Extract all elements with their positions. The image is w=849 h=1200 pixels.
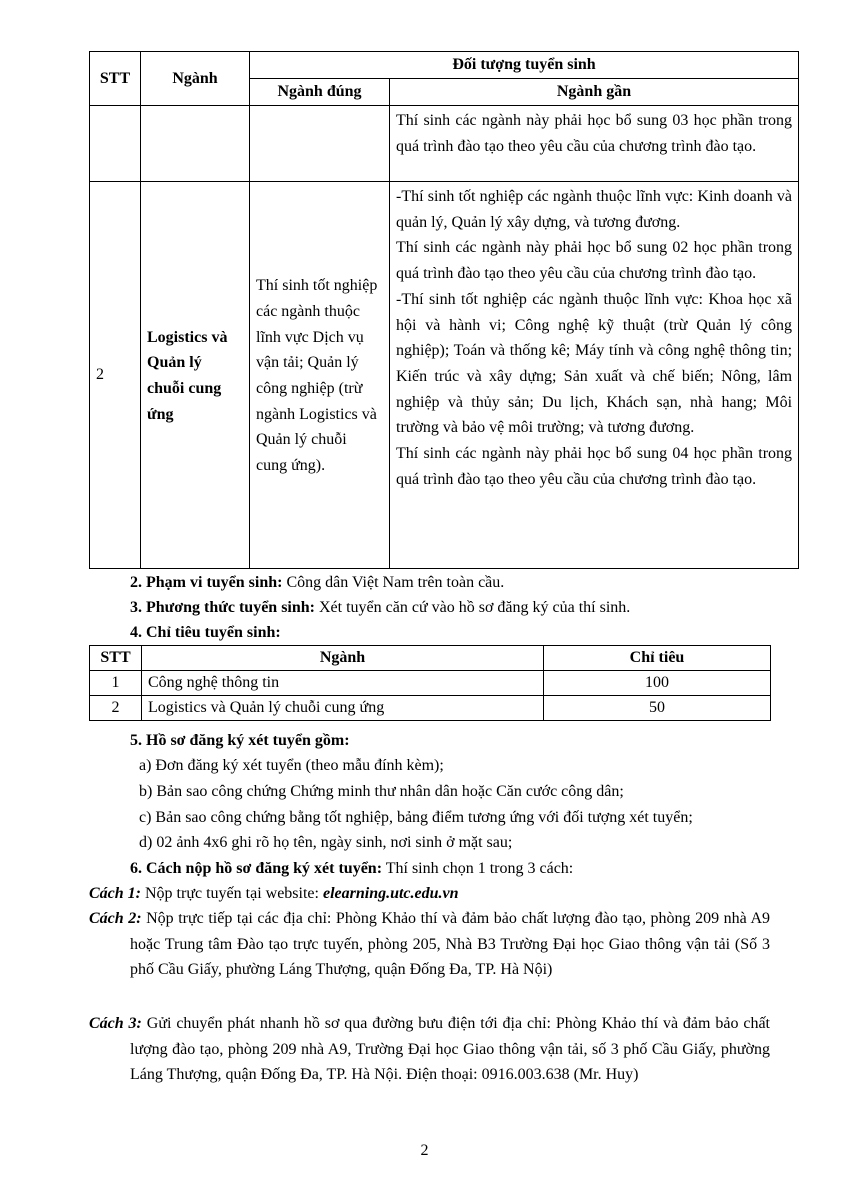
table-row xyxy=(90,696,771,721)
cell-stt: 1 xyxy=(90,671,142,696)
method-2: Cách 2: Nộp trực tiếp tại các địa chỉ: Phòng Khảo thí và đảm bảo chất lượng đào tạo, phòng 209 nhà A9 hoặc Trung tâm Đào tạo trực tuyến, phòng 205, Nhà B3 Trường Đại học Giao thông vận tải (Số 3 phố Cầu Giấy, phường Láng Thượng, quận Đống Đa, TP. Hà Nội) xyxy=(89,910,770,979)
list-item: c) Bản sao công chứng bằng tốt nghiệp, bảng điểm tương ứng với đối tượng xét tuyển; xyxy=(139,809,693,826)
header-nganh-gan: Ngành gần xyxy=(390,79,799,106)
header-doi-tuong: Đối tượng tuyển sinh xyxy=(250,52,799,79)
quota-table xyxy=(89,645,771,721)
method-1: Cách 1: Nộp trực tuyến tại website: elearning.utc.edu.vn xyxy=(89,885,459,902)
list-item: b) Bản sao công chứng Chứng minh thư nhân dân hoặc Căn cước công dân; xyxy=(139,783,624,800)
page-number: 2 xyxy=(420,1142,429,1159)
cell-nganh-dung: Thí sinh tốt nghiệp các ngành thuộc lĩnh vực Dịch vụ vận tải; Quản lý công nghiệp (trừ ngành Logistics và Quản lý chuỗi cung ứng). xyxy=(250,182,390,569)
cell-chi-tieu: 50 xyxy=(544,696,771,721)
section-4: 4. Chỉ tiêu tuyển sinh: xyxy=(130,624,281,641)
table-row xyxy=(90,671,771,696)
header-chi-tieu: Chỉ tiêu xyxy=(544,646,771,671)
header-stt: STT xyxy=(90,52,141,106)
list-item: d) 02 ảnh 4x6 ghi rõ họ tên, ngày sinh, nơi sinh ở mặt sau; xyxy=(139,834,513,851)
eligibility-table xyxy=(89,51,799,569)
header-nganh: Ngành xyxy=(142,646,544,671)
method-3: Cách 3: Gửi chuyển phát nhanh hồ sơ qua đường bưu điện tới địa chỉ: Phòng Khảo thí và đảm bảo chất lượng đào tạo, phòng 209 nhà A9, Trường Đại học Giao thông vận tải, số 3 phố Cầu Giấy, phường Láng Thượng, quận Đống Đa, TP. Hà Nội. Điện thoại: 0916.003.638 (Mr. Huy) xyxy=(89,1015,770,1084)
header-stt: STT xyxy=(90,646,142,671)
section-6: 6. Cách nộp hồ sơ đăng ký xét tuyển: Thí sinh chọn 1 trong 3 cách: xyxy=(130,860,574,877)
cell-stt: 2 xyxy=(90,696,142,721)
paragraph: Thí sinh các ngành này phải học bổ sung 04 học phần trong quá trình đào tạo theo yêu cầu của chương trình đào tạo. xyxy=(396,445,793,488)
cell-stt: 2 xyxy=(90,182,141,569)
cell-nganh: Logistics và Quản lý chuỗi cung ứng xyxy=(141,182,250,569)
paragraph: -Thí sinh tốt nghiệp các ngành thuộc lĩnh vực: Kinh doanh và quản lý, Quản lý xây dựng, và tương đương. xyxy=(396,188,793,231)
cell-nganh: Công nghệ thông tin xyxy=(142,671,544,696)
cell-nganh-gan xyxy=(390,182,799,569)
header-nganh: Ngành xyxy=(141,52,250,106)
cell-empty xyxy=(90,106,141,182)
cell-empty xyxy=(141,106,250,182)
cell-empty xyxy=(250,106,390,182)
section-3: 3. Phương thức tuyển sinh: Xét tuyển căn cứ vào hồ sơ đăng ký của thí sinh. xyxy=(130,599,631,616)
table-row xyxy=(90,106,799,182)
table-row xyxy=(90,182,799,569)
paragraph: Thí sinh các ngành này phải học bổ sung 02 học phần trong quá trình đào tạo theo yêu cầu của chương trình đào tạo. xyxy=(396,239,793,283)
section-2: 2. Phạm vi tuyển sinh: Công dân Việt Nam trên toàn cầu. xyxy=(130,574,505,591)
cell-nganh-gan xyxy=(390,106,799,182)
section-5: 5. Hồ sơ đăng ký xét tuyển gồm: xyxy=(130,732,350,749)
cell-nganh: Logistics và Quản lý chuỗi cung ứng xyxy=(142,696,544,721)
cell-chi-tieu: 100 xyxy=(544,671,771,696)
header-nganh-dung: Ngành đúng xyxy=(250,79,390,106)
cell-text: Thí sinh các ngành này phải học bổ sung 03 học phần trong quá trình đào tạo theo yêu cầu của chương trình đào tạo. xyxy=(396,112,793,155)
list-item: a) Đơn đăng ký xét tuyển (theo mẫu đính kèm); xyxy=(139,757,444,774)
website-link[interactable]: elearning.utc.edu.vn xyxy=(322,885,459,902)
paragraph: -Thí sinh tốt nghiệp các ngành thuộc lĩnh vực: Khoa học xã hội và hành vi; Công nghệ kỹ thuật (trừ Quản lý công nghiệp); Toán và thống kê; Máy tính và công nghệ thông tin; Kiến trúc và xây dựng; Sản xuất và chế biến; Nông, lâm nghiệp và thủy sản; Du lịch, Khách sạn, nhà hang; Môi trường và bảo vệ môi trường; và tương đương. xyxy=(396,290,793,437)
